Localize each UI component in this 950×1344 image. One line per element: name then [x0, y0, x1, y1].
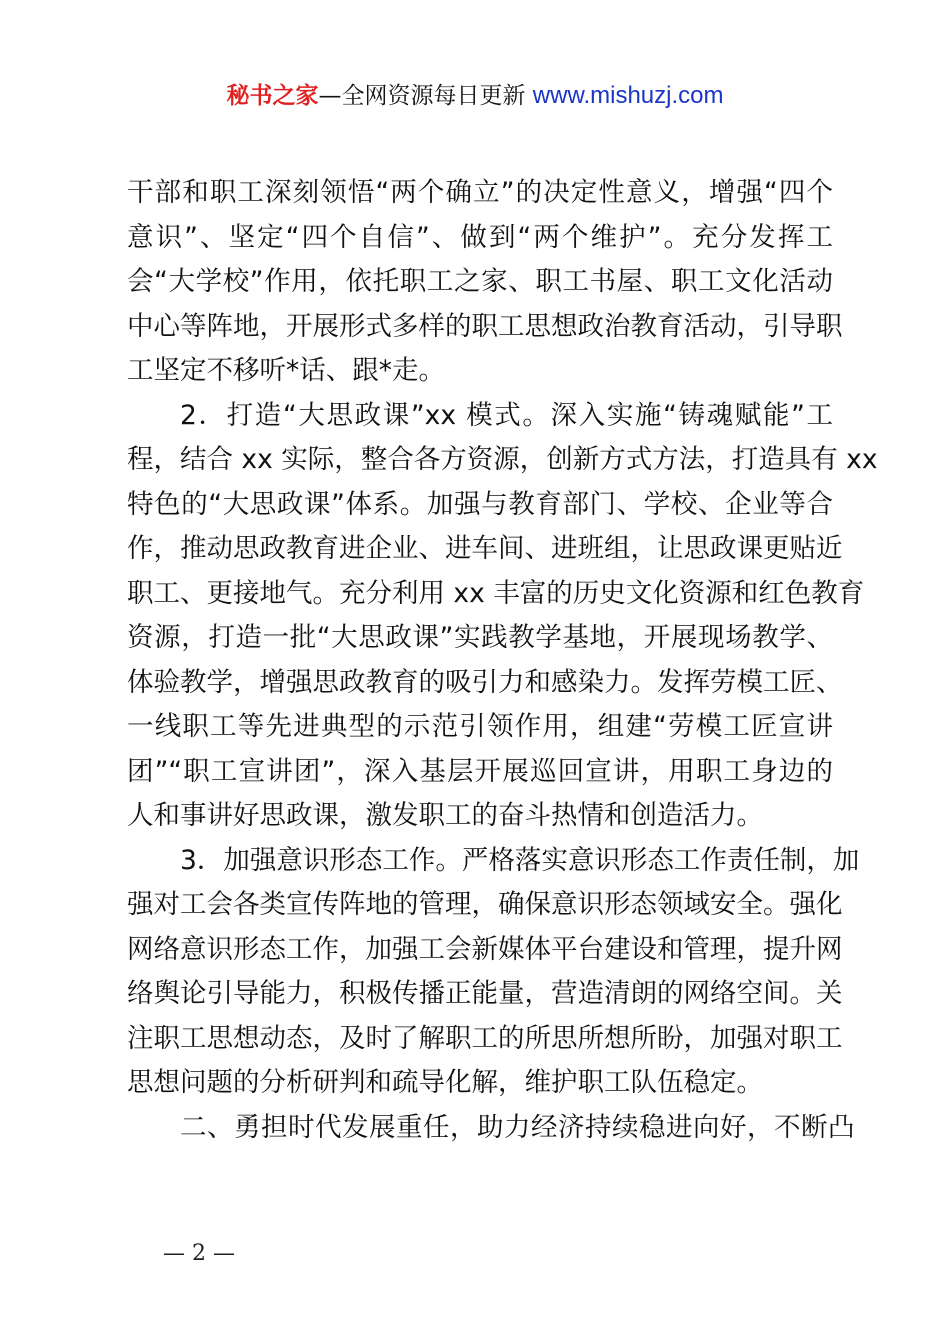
brand-name: 秘书之家 — [226, 83, 319, 109]
site-url-link[interactable]: www.mishuzj.com — [532, 82, 724, 109]
text-line: 强对工会各类宣传阵地的管理，确保意识形态领域安全。强化 — [127, 889, 843, 920]
text-line: 意识”、坚定“四个自信”、做到“两个维护”。充分发挥工 — [127, 221, 833, 253]
text-line: 团”“职工宣讲团”，深入基层开展巡回宣讲，用职工身边的 — [127, 755, 833, 787]
header-tagline: —全网资源每日更新 — [318, 83, 533, 109]
text-line: 一线职工等先进典型的示范引领作用，组建“劳模工匠宣讲 — [127, 711, 833, 742]
site-watermark-header — [0, 80, 950, 112]
text-line: 思想问题的分析研判和疏导化解，维护职工队伍稳定。 — [127, 1067, 763, 1098]
section-2-title-line: 2．打造“大思政课”xx 模式。深入实施“铸魂赋能”工 — [180, 399, 833, 431]
text-line: 体验教学，增强思政教育的吸引力和感染力。发挥劳模工匠、 — [127, 666, 843, 698]
text-line: 络舆论引导能力，积极传播正能量，营造清朗的网络空间。关 — [127, 978, 843, 1009]
page-number: — 2 — — [163, 1241, 235, 1266]
document-body — [127, 171, 878, 1150]
text-line: 干部和职工深刻领悟“两个确立”的决定性意义，增强“四个 — [127, 177, 833, 208]
text-line: 网络意识形态工作，加强工会新媒体平台建设和管理，提升网 — [127, 933, 843, 965]
text-line: 资源，打造一批“大思政课”实践教学基地，开展现场教学、 — [127, 622, 833, 653]
text-line: 会“大学校”作用，依托职工之家、职工书屋、职工文化活动 — [127, 266, 833, 297]
text-line: 职工、更接地气。充分利用 xx 丰富的历史文化资源和红色教育 — [127, 577, 865, 609]
text-line: 作，推动思政教育进企业、进车间、进班组，让思政课更贴近 — [127, 533, 843, 564]
text-line: 特色的“大思政课”体系。加强与教育部门、学校、企业等合 — [127, 488, 833, 520]
text-line: 工坚定不移听*话、跟*走。 — [127, 355, 445, 386]
text-line: 中心等阵地，开展形式多样的职工思想政治教育活动，引导职 — [127, 310, 843, 342]
text-line: 人和事讲好思政课，激发职工的奋斗热情和创造活力。 — [127, 800, 763, 831]
text-line: 注职工思想动态，及时了解职工的所思所想所盼，加强对职工 — [127, 1022, 843, 1054]
text-line: 程，结合 xx 实际，整合各方资源，创新方式方法，打造具有 xx — [127, 444, 878, 475]
section-3-title-line: 3．加强意识形态工作。严格落实意识形态工作责任制，加 — [180, 844, 860, 876]
chapter-2-heading: 二、勇担时代发展重任，助力经济持续稳进向好，不断凸 — [180, 1111, 855, 1143]
